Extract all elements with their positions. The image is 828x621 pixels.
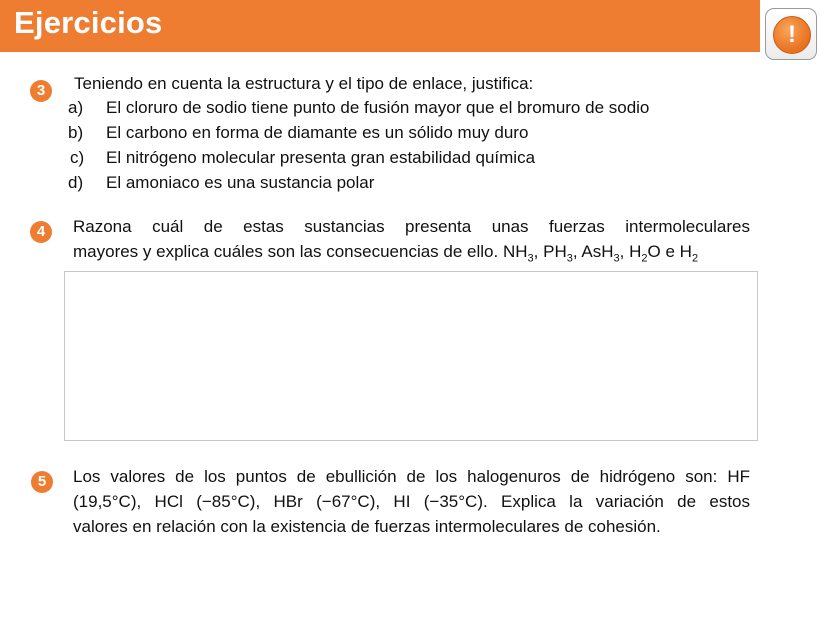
exercise-4-line-2-text: mayores y explica cuáles son las consecuencias de ello. bbox=[73, 242, 499, 261]
list-item: El carbono en forma de diamante es un sólido muy duro bbox=[106, 123, 529, 142]
exercise-number-4: 4 bbox=[30, 221, 52, 243]
subscript: 3 bbox=[613, 252, 620, 265]
item-letter: b) bbox=[68, 123, 84, 142]
subscript: 2 bbox=[641, 252, 648, 265]
formula-h2: H bbox=[679, 242, 692, 261]
formula-ash3: AsH bbox=[581, 242, 614, 261]
answer-box[interactable] bbox=[64, 271, 758, 441]
exclamation-icon: ! bbox=[773, 16, 811, 54]
exercise-number-5: 5 bbox=[31, 471, 53, 493]
subscript: 3 bbox=[527, 252, 534, 265]
exercise-4-line-1: Razona cuál de estas sustancias presenta unas fuerzas intermoleculares bbox=[73, 217, 750, 236]
item-letter: a) bbox=[68, 98, 84, 117]
list-item: El amoniaco es una sustancia polar bbox=[106, 173, 375, 192]
exercise-3-prompt: Teniendo en cuenta la estructura y el tipo de enlace, justifica: bbox=[74, 74, 534, 93]
list-item: El nitrógeno molecular presenta gran estabilidad química bbox=[106, 148, 536, 167]
exercise-number-3: 3 bbox=[30, 80, 52, 102]
item-letter: d) bbox=[68, 173, 84, 192]
alert-button[interactable] bbox=[765, 8, 817, 60]
subscript: 2 bbox=[691, 252, 699, 265]
page-title: Ejercicios bbox=[14, 5, 163, 40]
formula-nh3: NH bbox=[502, 242, 528, 261]
subscript: 3 bbox=[566, 252, 573, 265]
exercise-5-line-2: (19,5°C), HCl (−85°C), HBr (−67°C), HI (−35°C). Explica la variación de estos bbox=[73, 492, 750, 511]
formula-ph3: PH bbox=[543, 242, 567, 261]
exercise-4-line-2: mayores y explica cuáles son las consecuencias de ello. $NH_3$, $PH_3$, AsH$_3$, $H_2O$ e $H_2$ bbox=[73, 242, 699, 265]
exercise-5-line-3: valores en relación con la existencia de fuerzas intermoleculares de cohesión. bbox=[73, 517, 661, 536]
header-bar bbox=[0, 0, 760, 52]
item-letter: c) bbox=[70, 148, 85, 167]
list-item: El cloruro de sodio tiene punto de fusión mayor que el bromuro de sodio bbox=[106, 98, 650, 117]
formula-h2o-o: O bbox=[647, 242, 661, 261]
exercise-5-line-1: Los valores de los puntos de ebullición de los halogenuros de hidrógeno son: HF bbox=[73, 467, 750, 486]
formula-h2o: H bbox=[629, 242, 642, 261]
conjunction: e bbox=[665, 242, 675, 261]
